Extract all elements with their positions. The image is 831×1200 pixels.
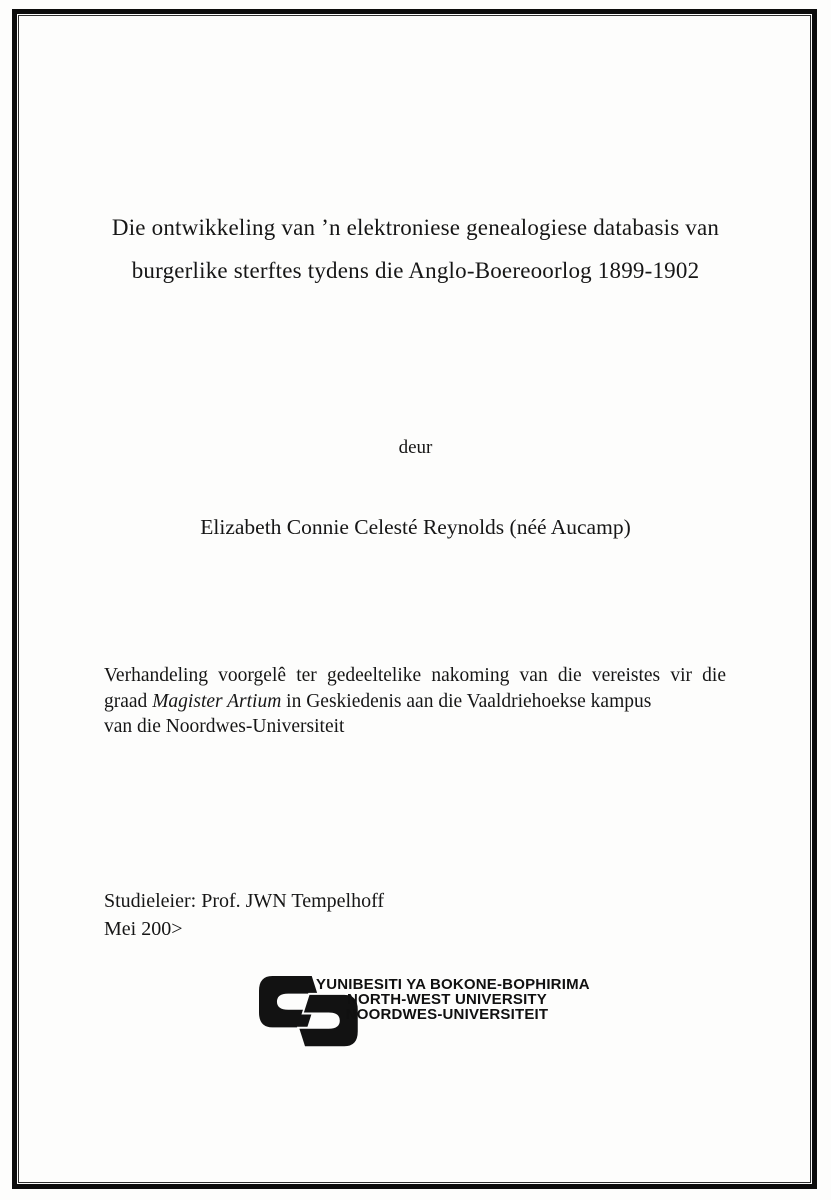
thesis-title-line1: Die ontwikkeling van ’n elektroniese genealogiese databasis van (111, 215, 720, 240)
thesis-title (68, 206, 763, 292)
degree-statement (104, 663, 726, 740)
degree-name-italic: Magister Artium (152, 690, 282, 712)
university-name-setswana: YUNIBESITI YA BOKONE-BOPHIRIMA (316, 976, 590, 993)
degree-statement-line2 (104, 689, 726, 715)
author-name: Elizabeth Connie Celesté Reynolds (néé Aucamp) (200, 515, 631, 539)
university-name-afrikaans: NOORDWES-UNIVERSITEIT (345, 1006, 549, 1024)
degree-statement-line2-prefix: graad (104, 690, 153, 712)
byline: deur (398, 437, 433, 458)
date-line: Mei 200> (104, 917, 183, 940)
credits-block (104, 888, 384, 943)
thesis-title-line2: burgerlike sterftes tydens die Anglo-Boereoorlog 1899-1902 (131, 258, 700, 283)
university-name-english: NORTH-WEST UNIVERSITY (346, 991, 548, 1009)
supervisor-line: Studieleier: Prof. JWN Tempelhoff (104, 890, 385, 912)
degree-statement-line1: Verhandeling voorgelê ter gedeeltelike nakoming van die vereistes vir die (104, 665, 726, 686)
university-name-block (316, 976, 590, 1024)
degree-statement-line3: van die Noordwes-Universiteit (104, 716, 345, 737)
degree-statement-line2-suffix: in Geskiedenis aan die Vaaldriehoekse kampus (281, 690, 652, 712)
